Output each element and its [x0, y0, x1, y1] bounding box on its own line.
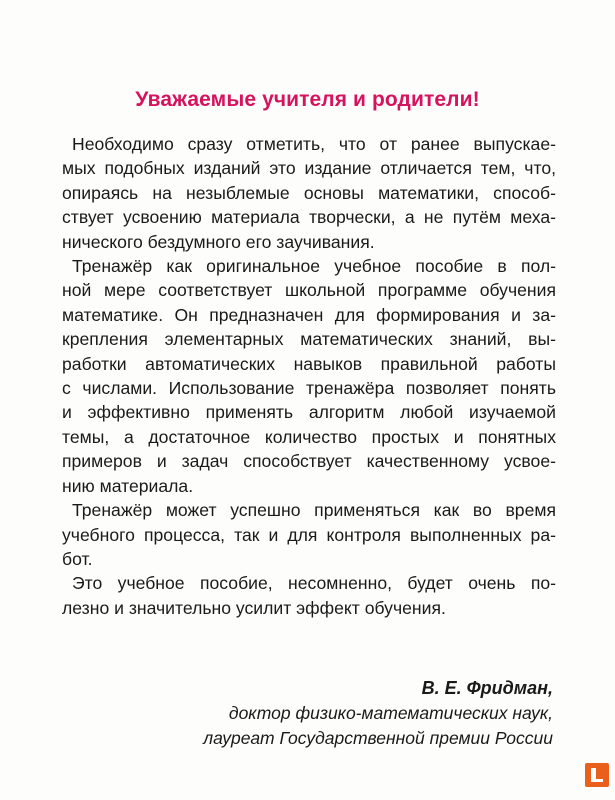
text-line: работки автоматических навыков правильной работы [62, 353, 556, 374]
text-line: мых подобных изданий это издание отличается тем, что, [62, 158, 556, 179]
signature-award: лауреат Государственной премии России [203, 728, 553, 748]
text-line: примеров и задач способствует качественному усвое- [62, 451, 556, 472]
text-line: Тренажёр может успешно применяться как во время [72, 500, 556, 521]
text-line: темы, а достаточное количество простых и понятных [62, 426, 556, 447]
text-line: нического бездумного его заучивания. [62, 231, 375, 252]
text-line: нию материала. [62, 475, 194, 496]
signature-name: В. Е. Фридман, [421, 678, 553, 698]
text-line: с числами. Использование тренажёра позволяет понять [62, 378, 556, 399]
paragraph-4 [62, 571, 556, 620]
text-line: лезно и значительно усилит эффект обучения. [62, 597, 446, 618]
paragraph-2 [62, 254, 556, 498]
text-line: бот. [62, 548, 93, 569]
text-line: учебного процесса, так и для контроля выполненных ра- [62, 524, 556, 545]
publisher-logo-icon [585, 763, 609, 787]
paragraph-3 [62, 498, 556, 571]
text-line: ствует усвоению материала творчески, а не путём меха- [62, 207, 556, 228]
text-line: ной мере соответствует школьной программе обучения [62, 280, 556, 301]
text-line: Необходимо сразу отметить, что от ранее выпускае- [72, 134, 556, 154]
text-line: Это учебное пособие, несомненно, будет очень по- [72, 573, 556, 594]
text-line: и эффективно применять алгоритм любой изучаемой [62, 402, 556, 423]
text-line: математике. Он предназначен для формирования и за- [62, 304, 556, 325]
text-line: крепления элементарных математических знаний, вы- [62, 329, 556, 350]
page-title: Уважаемые учителя и родители! [135, 88, 480, 111]
text-line: Тренажёр как оригинальное учебное пособие в пол- [72, 256, 556, 277]
text-line: опираясь на незыблемые основы математики, способ- [62, 182, 556, 203]
signature-title: доктор физико-математических наук, [228, 703, 553, 723]
paragraph-1 [62, 132, 556, 254]
body-text [62, 132, 556, 620]
